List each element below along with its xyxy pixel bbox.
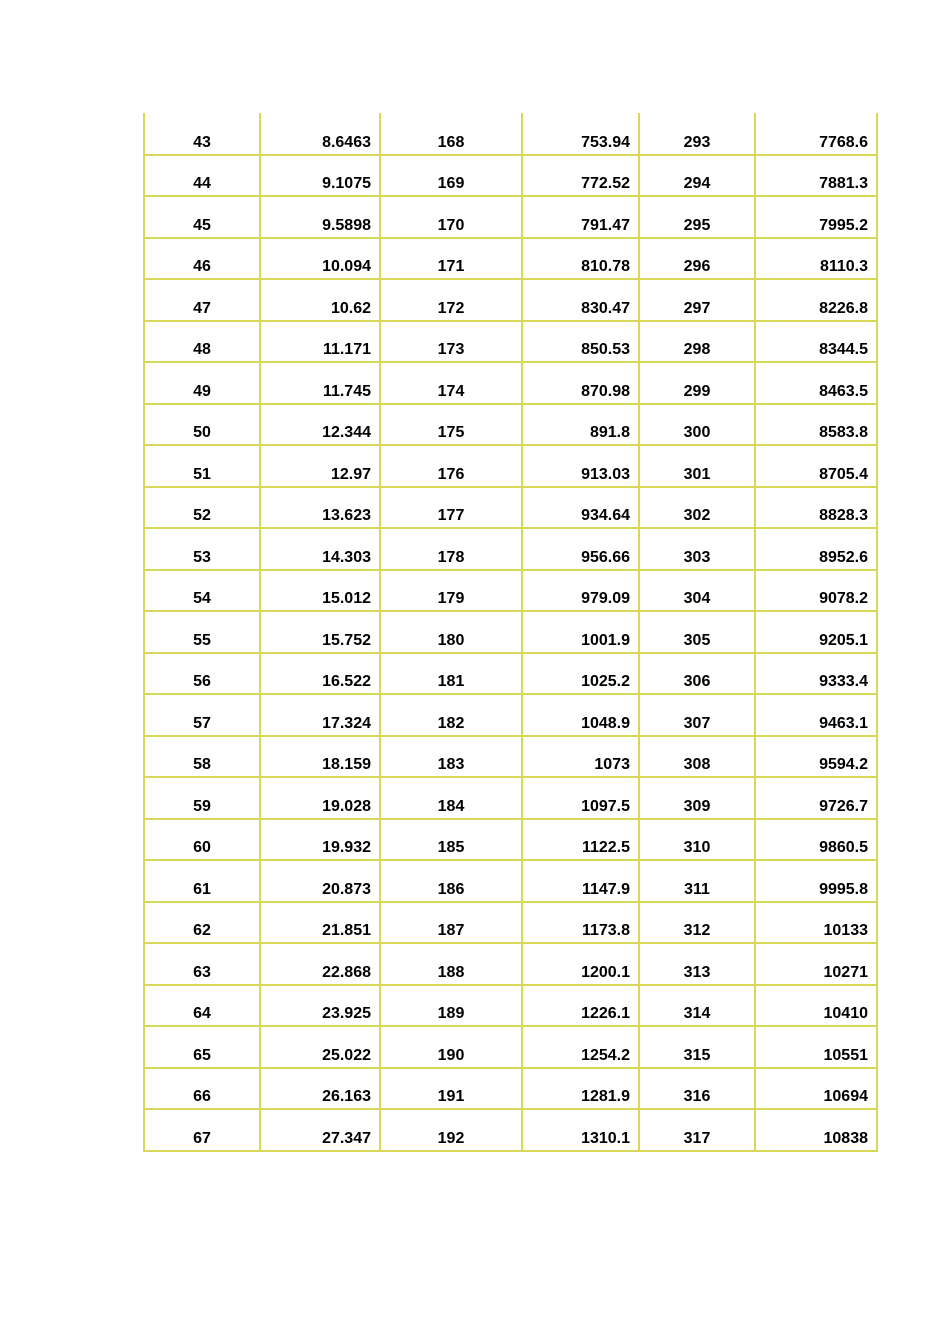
cell-value-a: 16.522 — [260, 653, 380, 695]
cell-value-a: 27.347 — [260, 1109, 380, 1151]
table-row — [144, 362, 877, 404]
cell-index-a: 67 — [144, 1109, 260, 1151]
table-row — [144, 943, 877, 985]
cell-value-b: 1310.1 — [522, 1109, 639, 1151]
cell-index-a: 45 — [144, 196, 260, 238]
cell-index-c: 317 — [639, 1109, 755, 1151]
cell-value-b: 791.47 — [522, 196, 639, 238]
cell-value-b: 913.03 — [522, 445, 639, 487]
table-row — [144, 985, 877, 1027]
cell-index-b: 174 — [380, 362, 522, 404]
cell-index-a: 59 — [144, 777, 260, 819]
cell-value-c: 7881.3 — [755, 155, 877, 197]
cell-index-c: 312 — [639, 902, 755, 944]
cell-index-b: 173 — [380, 321, 522, 363]
cell-value-b: 1147.9 — [522, 860, 639, 902]
cell-value-c: 8828.3 — [755, 487, 877, 529]
cell-value-a: 9.1075 — [260, 155, 380, 197]
cell-value-a: 8.6463 — [260, 113, 380, 155]
cell-index-b: 182 — [380, 694, 522, 736]
cell-value-a: 21.851 — [260, 902, 380, 944]
table-row — [144, 902, 877, 944]
cell-index-b: 186 — [380, 860, 522, 902]
cell-value-b: 1122.5 — [522, 819, 639, 861]
cell-index-b: 177 — [380, 487, 522, 529]
cell-index-c: 313 — [639, 943, 755, 985]
cell-value-c: 9594.2 — [755, 736, 877, 778]
cell-value-b: 979.09 — [522, 570, 639, 612]
cell-value-a: 23.925 — [260, 985, 380, 1027]
cell-value-c: 9078.2 — [755, 570, 877, 612]
cell-index-b: 169 — [380, 155, 522, 197]
cell-index-a: 52 — [144, 487, 260, 529]
cell-index-a: 57 — [144, 694, 260, 736]
cell-index-c: 294 — [639, 155, 755, 197]
cell-value-a: 13.623 — [260, 487, 380, 529]
cell-value-a: 25.022 — [260, 1026, 380, 1068]
cell-index-c: 296 — [639, 238, 755, 280]
cell-value-c: 9995.8 — [755, 860, 877, 902]
cell-index-a: 62 — [144, 902, 260, 944]
cell-value-a: 10.62 — [260, 279, 380, 321]
cell-index-b: 178 — [380, 528, 522, 570]
cell-value-b: 1254.2 — [522, 1026, 639, 1068]
cell-index-a: 56 — [144, 653, 260, 695]
cell-value-c: 8344.5 — [755, 321, 877, 363]
cell-value-b: 1281.9 — [522, 1068, 639, 1110]
cell-value-a: 12.97 — [260, 445, 380, 487]
cell-value-b: 1173.8 — [522, 902, 639, 944]
cell-index-c: 298 — [639, 321, 755, 363]
cell-index-c: 305 — [639, 611, 755, 653]
cell-value-a: 19.028 — [260, 777, 380, 819]
table-row — [144, 611, 877, 653]
cell-index-b: 180 — [380, 611, 522, 653]
cell-value-c: 9205.1 — [755, 611, 877, 653]
cell-value-b: 870.98 — [522, 362, 639, 404]
cell-value-b: 956.66 — [522, 528, 639, 570]
table-row — [144, 694, 877, 736]
cell-value-b: 934.64 — [522, 487, 639, 529]
cell-value-a: 9.5898 — [260, 196, 380, 238]
cell-index-a: 51 — [144, 445, 260, 487]
cell-index-a: 43 — [144, 113, 260, 155]
cell-index-b: 184 — [380, 777, 522, 819]
cell-index-b: 179 — [380, 570, 522, 612]
cell-value-b: 1073 — [522, 736, 639, 778]
cell-index-b: 188 — [380, 943, 522, 985]
cell-value-b: 1097.5 — [522, 777, 639, 819]
table-body — [144, 113, 877, 1151]
table-row — [144, 570, 877, 612]
cell-value-c: 9726.7 — [755, 777, 877, 819]
table-row — [144, 777, 877, 819]
cell-index-c: 310 — [639, 819, 755, 861]
table-row — [144, 321, 877, 363]
cell-index-a: 54 — [144, 570, 260, 612]
cell-index-b: 185 — [380, 819, 522, 861]
cell-value-c: 7768.6 — [755, 113, 877, 155]
cell-index-c: 311 — [639, 860, 755, 902]
cell-index-c: 308 — [639, 736, 755, 778]
cell-value-c: 7995.2 — [755, 196, 877, 238]
cell-index-a: 49 — [144, 362, 260, 404]
cell-value-c: 8110.3 — [755, 238, 877, 280]
cell-index-c: 303 — [639, 528, 755, 570]
table-row — [144, 113, 877, 155]
cell-index-c: 307 — [639, 694, 755, 736]
table-row — [144, 279, 877, 321]
cell-value-a: 26.163 — [260, 1068, 380, 1110]
cell-value-a: 15.752 — [260, 611, 380, 653]
cell-value-c: 8705.4 — [755, 445, 877, 487]
cell-value-b: 850.53 — [522, 321, 639, 363]
cell-index-c: 295 — [639, 196, 755, 238]
cell-value-b: 1200.1 — [522, 943, 639, 985]
cell-index-a: 61 — [144, 860, 260, 902]
cell-value-a: 19.932 — [260, 819, 380, 861]
cell-value-c: 9333.4 — [755, 653, 877, 695]
cell-index-c: 300 — [639, 404, 755, 446]
cell-value-c: 8463.5 — [755, 362, 877, 404]
cell-index-a: 65 — [144, 1026, 260, 1068]
cell-value-c: 10410 — [755, 985, 877, 1027]
cell-value-a: 14.303 — [260, 528, 380, 570]
cell-index-b: 183 — [380, 736, 522, 778]
cell-index-c: 315 — [639, 1026, 755, 1068]
cell-value-b: 830.47 — [522, 279, 639, 321]
cell-index-a: 47 — [144, 279, 260, 321]
cell-value-a: 22.868 — [260, 943, 380, 985]
cell-index-a: 63 — [144, 943, 260, 985]
data-table — [143, 113, 878, 1152]
cell-index-c: 309 — [639, 777, 755, 819]
table-row — [144, 819, 877, 861]
cell-index-c: 293 — [639, 113, 755, 155]
table-row — [144, 238, 877, 280]
cell-value-b: 1001.9 — [522, 611, 639, 653]
cell-value-b: 810.78 — [522, 238, 639, 280]
cell-index-b: 168 — [380, 113, 522, 155]
cell-value-c: 10838 — [755, 1109, 877, 1151]
cell-value-c: 8952.6 — [755, 528, 877, 570]
cell-value-b: 891.8 — [522, 404, 639, 446]
cell-value-a: 11.745 — [260, 362, 380, 404]
cell-value-c: 8226.8 — [755, 279, 877, 321]
cell-index-b: 190 — [380, 1026, 522, 1068]
cell-value-c: 10133 — [755, 902, 877, 944]
cell-index-b: 172 — [380, 279, 522, 321]
cell-index-a: 66 — [144, 1068, 260, 1110]
cell-index-c: 304 — [639, 570, 755, 612]
cell-index-b: 192 — [380, 1109, 522, 1151]
table-row — [144, 404, 877, 446]
cell-value-b: 772.52 — [522, 155, 639, 197]
cell-index-c: 299 — [639, 362, 755, 404]
table-row — [144, 196, 877, 238]
cell-index-a: 58 — [144, 736, 260, 778]
table-row — [144, 860, 877, 902]
cell-index-c: 302 — [639, 487, 755, 529]
cell-value-c: 8583.8 — [755, 404, 877, 446]
cell-value-c: 10551 — [755, 1026, 877, 1068]
cell-value-a: 11.171 — [260, 321, 380, 363]
table-row — [144, 1109, 877, 1151]
cell-index-b: 175 — [380, 404, 522, 446]
table-row — [144, 1026, 877, 1068]
cell-value-b: 1025.2 — [522, 653, 639, 695]
table-row — [144, 155, 877, 197]
cell-value-a: 20.873 — [260, 860, 380, 902]
cell-index-a: 46 — [144, 238, 260, 280]
cell-value-b: 753.94 — [522, 113, 639, 155]
cell-index-b: 170 — [380, 196, 522, 238]
table-row — [144, 528, 877, 570]
cell-index-b: 189 — [380, 985, 522, 1027]
cell-value-a: 17.324 — [260, 694, 380, 736]
table-row — [144, 487, 877, 529]
cell-index-b: 176 — [380, 445, 522, 487]
table-row — [144, 445, 877, 487]
cell-value-c: 10271 — [755, 943, 877, 985]
cell-index-c: 316 — [639, 1068, 755, 1110]
cell-value-a: 12.344 — [260, 404, 380, 446]
cell-index-b: 181 — [380, 653, 522, 695]
cell-index-a: 60 — [144, 819, 260, 861]
cell-index-a: 64 — [144, 985, 260, 1027]
cell-value-a: 15.012 — [260, 570, 380, 612]
cell-index-c: 314 — [639, 985, 755, 1027]
cell-index-a: 44 — [144, 155, 260, 197]
cell-index-b: 171 — [380, 238, 522, 280]
table-row — [144, 1068, 877, 1110]
cell-index-c: 301 — [639, 445, 755, 487]
cell-index-a: 55 — [144, 611, 260, 653]
cell-value-c: 10694 — [755, 1068, 877, 1110]
cell-value-a: 10.094 — [260, 238, 380, 280]
cell-index-c: 297 — [639, 279, 755, 321]
cell-index-b: 187 — [380, 902, 522, 944]
cell-index-a: 48 — [144, 321, 260, 363]
cell-index-c: 306 — [639, 653, 755, 695]
cell-index-a: 50 — [144, 404, 260, 446]
cell-index-a: 53 — [144, 528, 260, 570]
cell-value-a: 18.159 — [260, 736, 380, 778]
table-row — [144, 736, 877, 778]
cell-index-b: 191 — [380, 1068, 522, 1110]
table-row — [144, 653, 877, 695]
cell-value-c: 9860.5 — [755, 819, 877, 861]
cell-value-b: 1226.1 — [522, 985, 639, 1027]
cell-value-b: 1048.9 — [522, 694, 639, 736]
cell-value-c: 9463.1 — [755, 694, 877, 736]
